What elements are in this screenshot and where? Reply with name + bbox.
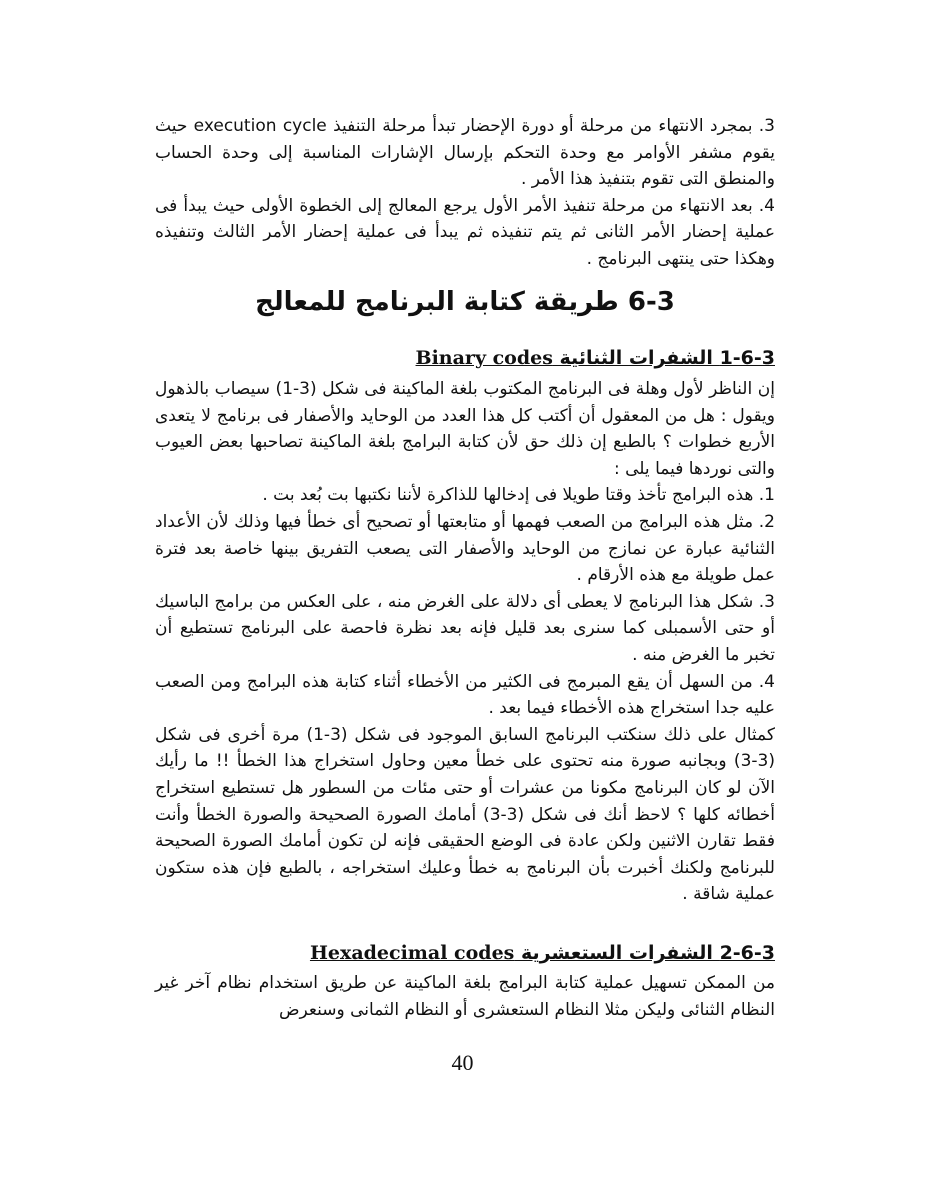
list-item-1: 1. هذه البرامج تأخذ وقتا طويلا فى إدخالها للذاكرة لأننا نكتبها بت بُعد بت . — [262, 485, 775, 506]
subsection-title: 2-6-3 الشفرات الستعشرية — [514, 942, 775, 964]
list-item-4: 4. من السهل أن يقع المبرمج فى الكثير من الأخطاء أثناء كتابة هذه البرامج ومن الصعب عليه جدا استخراج هذه الأخطاء فيما بعد . — [155, 671, 775, 719]
subsection-title: 1-6-3 الشفرات الثنائية — [552, 347, 775, 369]
paragraph-intro: إن الناظر لأول وهلة فى البرنامج المكتوب بلغة الماكينة فى شكل (3-1) سيصاب بالذهول ويقول : هل من المعقول أن أكتب كل هذا العدد من الوحايد والأصفار فى برنامج لا يتعدى الأربع خطوات ؟ بالطبع إن ذلك حق لأن كتابة البرامج بلغة الماكينة تصاحبها بعض العيوب والتى نوردها فيما يلى : — [155, 379, 775, 479]
subsection-heading-binary — [155, 347, 775, 369]
list-item-3: 3. شكل هذا البرنامج لا يعطى أى دلالة على الغرض منه ، على العكس من برامج الباسيك أو حتى الأسمبلى كما سنرى بعد قليل فإنه بعد نظرة فاحصة على البرنامج تستطيع أن تخبر ما الغرض منه . — [155, 591, 775, 665]
intro-text — [155, 113, 775, 273]
subsection-english-title: Binary codes — [415, 347, 553, 369]
subsection-heading-hex — [155, 942, 775, 964]
hex-section-text — [155, 970, 775, 1023]
list-item-2: 2. مثل هذه البرامج من الصعب فهمها أو متابعتها أو تصحيح أى خطأ فيها وذلك لأن الأعداد الثنائية عبارة عن نمازج من الوحايد والأصفار التى يصعب التفريق بينها خاصة بعد فترة عمل طويلة مع هذه الأرقام . — [155, 511, 775, 586]
section-heading: 6-3 طريقة كتابة البرنامج للمعالج — [255, 287, 675, 317]
paragraph-step-4: 4. بعد الانتهاء من مرحلة تنفيذ الأمر الأول يرجع المعالج إلى الخطوة الأولى حيث يبدأ فى عملية إحضار الأمر الثانى ثم يتم تنفيذه ثم يبدأ فى عملية إحضار الأمر الثالث وتنفيذه وهكذا حتى ينتهى البرنامج . — [155, 195, 775, 269]
page-number: 40 — [451, 1050, 474, 1075]
paragraph-example: كمثال على ذلك سنكتب البرنامج السابق الموجود فى شكل (3-1) مرة أخرى فى شكل (3-3) وبجانبه صورة منه تحتوى على خطأ معين وحاول استخراج هذا الخطأ !! ما رأيك الآن لو كان البرنامج مكونا من عشرات أو حتى مئات من السطور هل تستطيع استخراج أخطائه كلها ؟ لاحظ أنك فى شكل (3-3) أمامك الصورة الصحيحة والصورة الخطأ وأنت فقط تقارن الاثنين ولكن عادة فى الوضع الحقيقى فإنه لن تكون أمامك الصورة الصحيحة للبرنامج ولكنك أخبرت بأن البرنامج به خطأ وعليك استخراجه ، بالطبع فإن هذه ستكون عملية شاقة . — [155, 724, 775, 905]
subsection-english-title: Hexadecimal codes — [309, 942, 515, 964]
binary-section-text — [155, 376, 775, 908]
paragraph-step-3: 3. بمجرد الانتهاء من مرحلة أو دورة الإحضار تبدأ مرحلة التنفيذ execution cycle حيث يقوم مشفر الأوامر مع وحدة التحكم بإرسال الإشارات المناسبة إلى وحدة الحساب والمنطق التى تقوم بتنفيذ هذا الأمر . — [155, 116, 775, 190]
paragraph-hex: من الممكن تسهيل عملية كتابة البرامج بلغة الماكينة عن طريق استخدام نظام آخر غير النظام الثنائى وليكن مثلا النظام الستعشرى أو النظام الثمانى وسنعرض — [155, 973, 775, 1020]
